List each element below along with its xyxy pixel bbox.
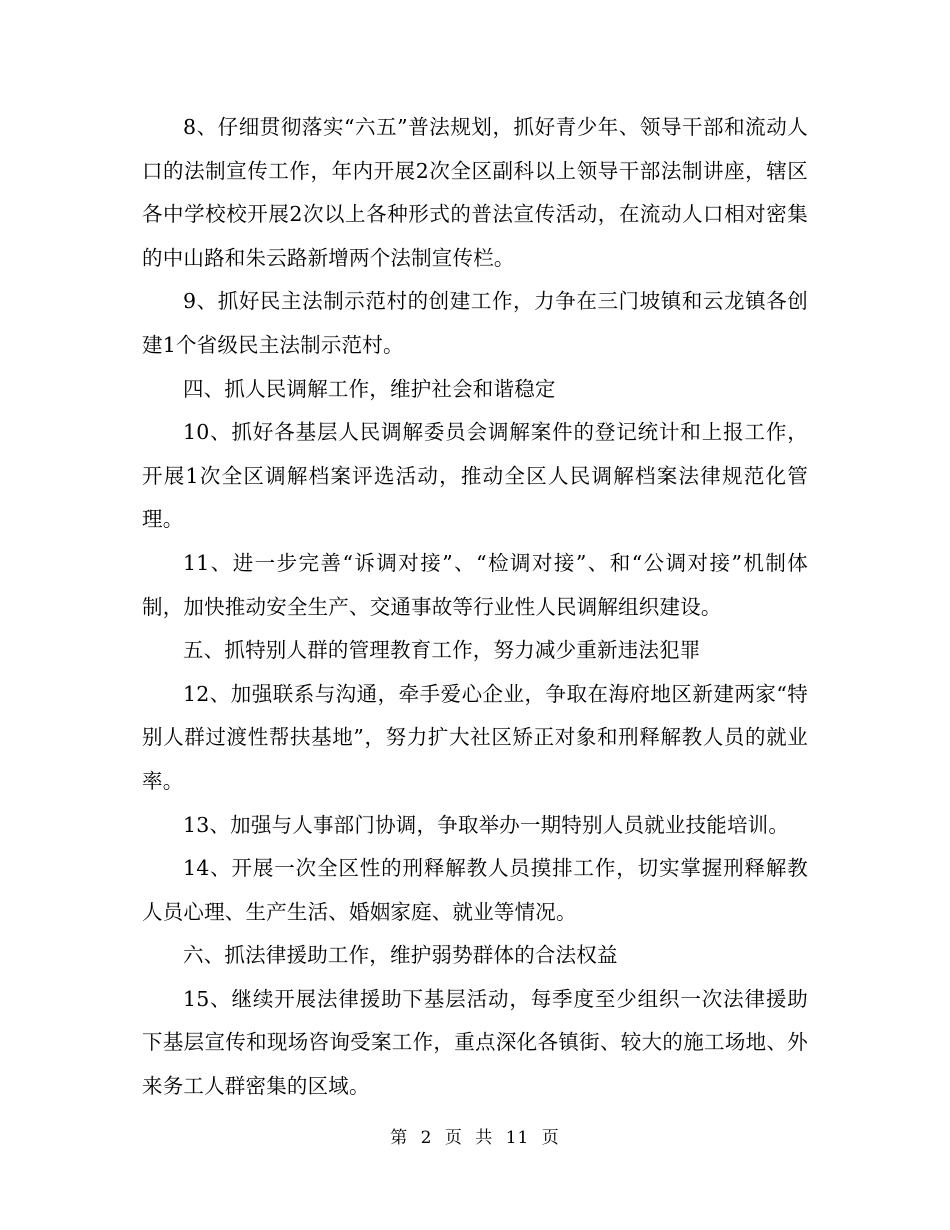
paragraph-item-8: 8、仔细贯彻落实“六五”普法规划，抓好青少年、领导干部和流动人口的法制宣传工作，年内开展2次全区副科以上领导干部法制讲座，辖区各中学校校开展2次以上各种形式的普法宣传活动，在流动人口相对密集的中山路和朱云路新增两个法制宣传栏。 [142, 115, 808, 270]
paragraph-item-15: 15、继续开展法律援助下基层活动，每季度至少组织一次法律援助下基层宣传和现场咨询受案工作，重点深化各镇街、较大的施工场地、外来务工人群密集的区域。 [142, 986, 808, 1099]
section-heading-4: 四、抓人民调解工作，维护社会和谐稳定 [183, 376, 556, 401]
paragraph-item-10: 10、抓好各基层人民调解委员会调解案件的登记统计和上报工作，开展1次全区调解档案评选活动，推动全区人民调解档案法律规范化管理。 [142, 420, 808, 532]
paragraph-item-11: 11、进一步完善“诉调对接”、“检调对接”、和“公调对接”机制体制，加快推动安全生产、交通事故等行业性人民调解组织建设。 [142, 550, 808, 619]
document-body [142, 106, 808, 1109]
section-heading-5: 五、抓特别人群的管理教育工作，努力减少重新违法犯罪 [183, 638, 701, 663]
page-number-footer: 第 2 页 共 11 页 [390, 1128, 560, 1148]
paragraph-item-12: 12、加强联系与沟通，牵手爱心企业，争取在海府地区新建两家“特别人群过渡性帮扶基地”，努力扩大社区矫正对象和刑释解教人员的就业率。 [142, 681, 808, 793]
paragraph-item-14: 14、开展一次全区性的刑释解教人员摸排工作，切实掌握刑释解教人员心理、生产生活、婚姻家庭、就业等情况。 [142, 856, 808, 924]
paragraph-item-9: 9、抓好民主法制示范村的创建工作，力争在三门坡镇和云龙镇各创建1个省级民主法制示范村。 [142, 289, 808, 357]
paragraph-item-13: 13、加强与人事部门协调，争取举办一期特别人员就业技能培训。 [183, 812, 790, 837]
section-heading-6: 六、抓法律援助工作，维护弱势群体的合法权益 [183, 943, 618, 968]
